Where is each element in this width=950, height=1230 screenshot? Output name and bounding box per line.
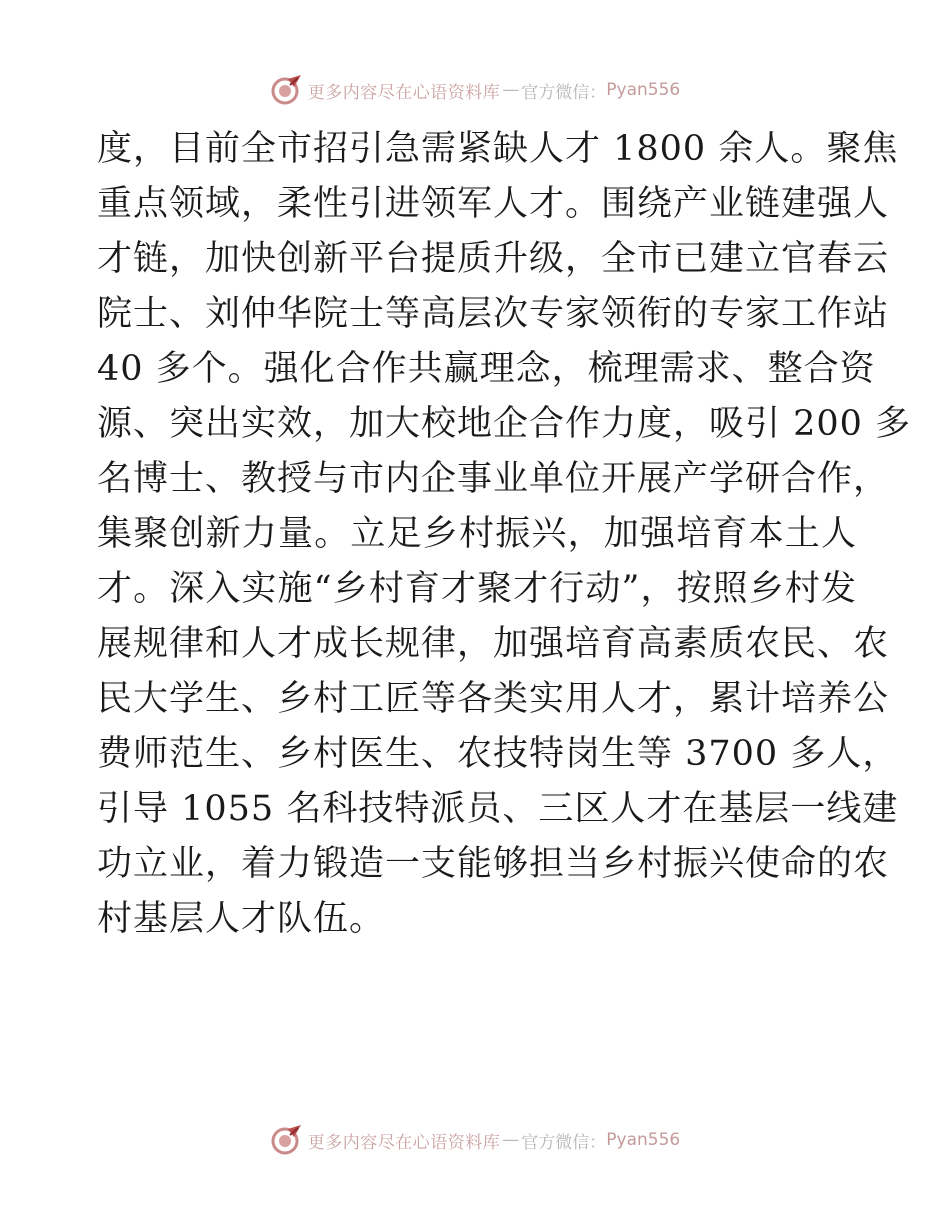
text-line: 费师范生、乡村医生、农技特岗生等 3700 多人，: [97, 734, 899, 774]
text-line: 源、突出实效，加大校地企合作力度，吸引 200 多: [97, 404, 912, 444]
footer-dash: —: [502, 1130, 520, 1150]
text-line: 名博士、教授与市内企事业单位开展产学研合作，: [97, 459, 890, 499]
header-watermark: [0, 70, 950, 110]
text-line: 重点领域，柔性引进领军人才。围绕产业链建强人: [97, 184, 890, 224]
header-wechat-id: Pyan556: [606, 80, 681, 100]
footer-wechat-label: 官方微信：: [521, 1132, 607, 1153]
text-line: 才链，加快创新平台提质升级，全市已建立官春云: [97, 239, 890, 279]
text-line: 民大学生、乡村工匠等各类实用人才，累计培养公: [97, 679, 890, 719]
footer-watermark: [0, 1120, 950, 1160]
text-line: 功立业，着力锻造一支能够担当乡村振兴使命的农: [97, 844, 890, 884]
logo-icon: [270, 1123, 304, 1157]
text-line: 展规律和人才成长规律，加强培育高素质农民、农: [97, 624, 890, 664]
text-line: 院士、刘仲华院士等高层次专家领衔的专家工作站: [97, 294, 890, 334]
text-line: 40 多个。强化合作共赢理念，梳理需求、整合资: [97, 349, 876, 389]
text-line: 引导 1055 名科技特派员、三区人才在基层一线建: [97, 789, 899, 829]
text-line: 集聚创新力量。立足乡村振兴，加强培育本土人: [97, 514, 857, 554]
text-line: 村基层人才队伍。: [97, 899, 386, 939]
text-line: 才。深入实施“乡村育才聚才行动”，按照乡村发: [97, 569, 857, 609]
footer-wechat-id: Pyan556: [606, 1130, 681, 1150]
body-text: [97, 122, 912, 947]
header-dash: —: [502, 80, 520, 100]
text-line: 度，目前全市招引急需紧缺人才 1800 余人。聚焦: [97, 129, 899, 169]
header-site-text: 更多内容尽在心语资料库: [307, 82, 501, 103]
logo-icon: [270, 73, 304, 107]
footer-site-text: 更多内容尽在心语资料库: [307, 1132, 501, 1153]
header-wechat-label: 官方微信：: [521, 82, 607, 103]
